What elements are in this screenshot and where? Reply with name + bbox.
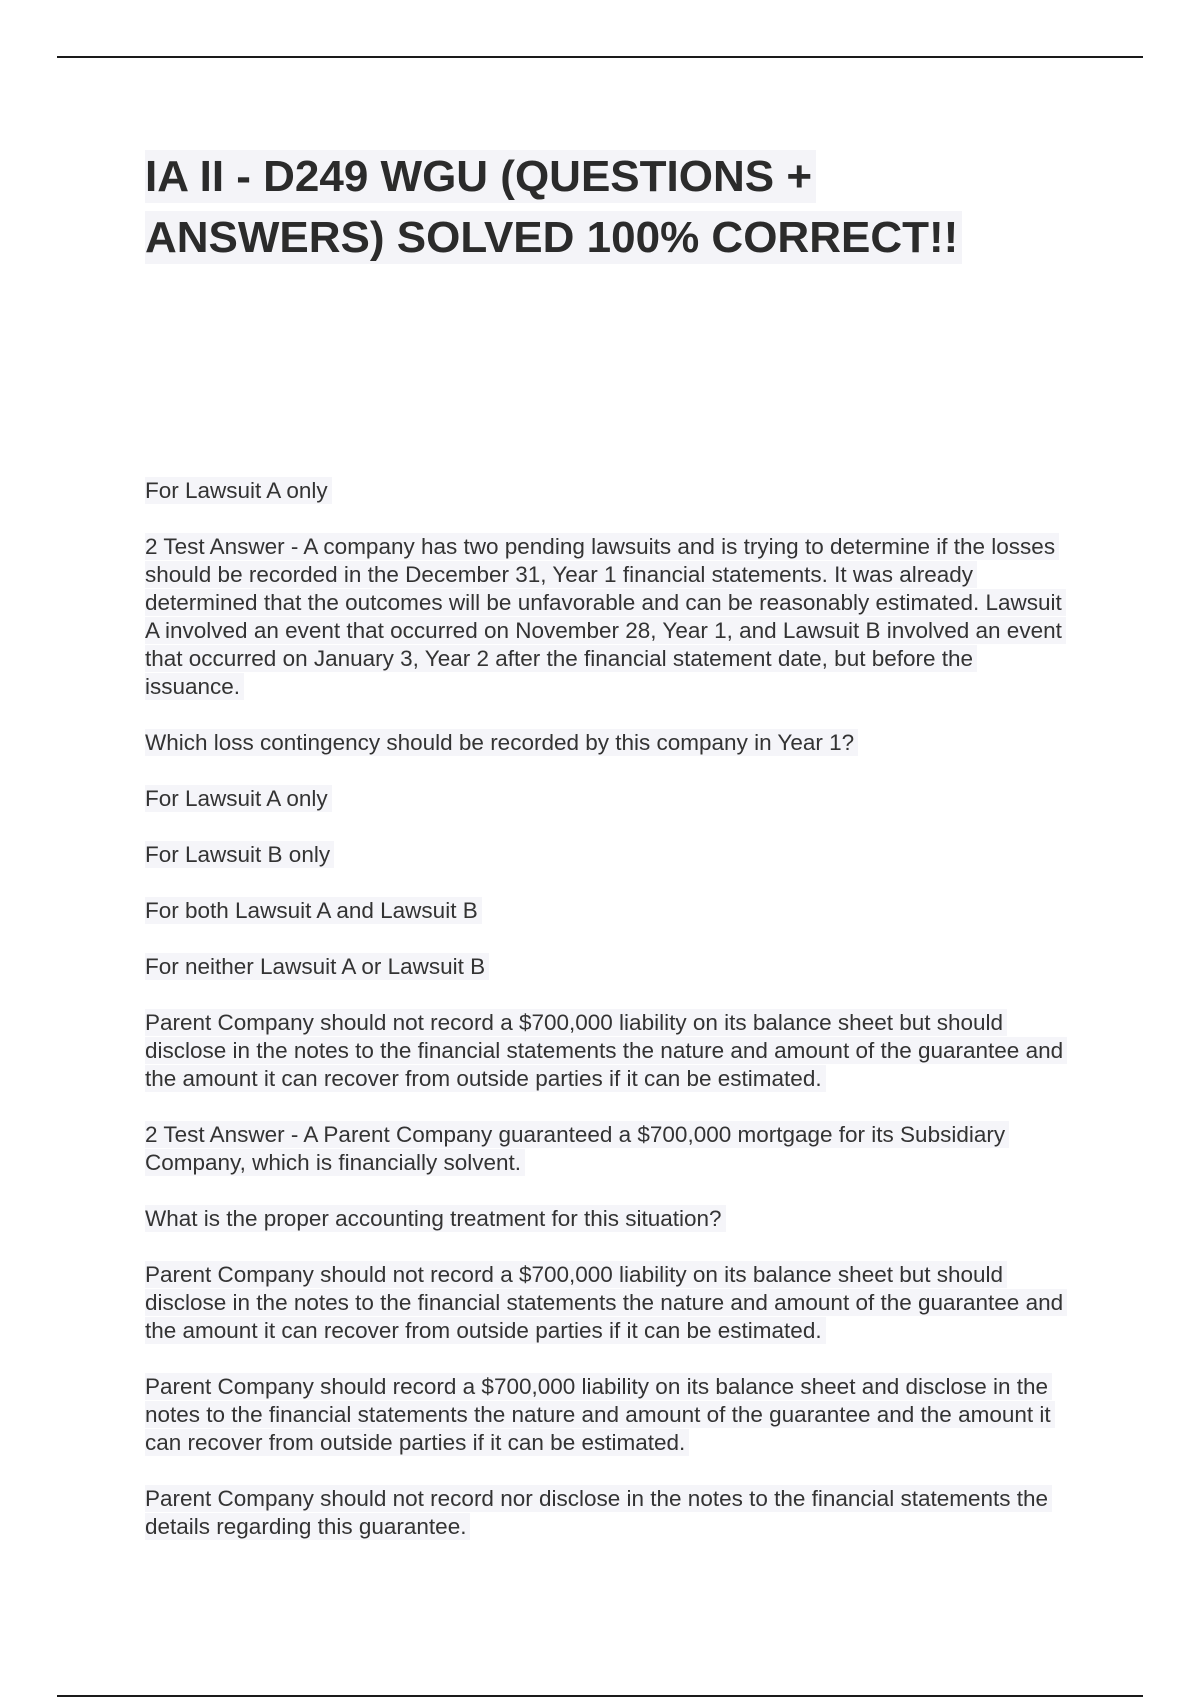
option-both-lawsuits: For both Lawsuit A and Lawsuit B [145, 897, 1065, 925]
option-lawsuit-a-only: For Lawsuit A only [145, 785, 1065, 813]
option-neither-record-nor-disclose: Parent Company should not record nor disclose in the notes to the financial statements the details regarding this guarantee. [145, 1485, 1065, 1541]
option-record-and-disclose: Parent Company should record a $700,000 liability on its balance sheet and disclose in the notes to the financial statements the nature and amount of the guarantee and the amount it can recover from outside parties if it can be estimated. [145, 1373, 1065, 1457]
option-lawsuit-b-only: For Lawsuit B only [145, 841, 1065, 869]
top-divider [57, 56, 1143, 58]
answer-lawsuit-a: For Lawsuit A only [145, 477, 1065, 505]
option-disclose-not-record: Parent Company should not record a $700,000 liability on its balance sheet but should disclose in the notes to the financial statements the nature and amount of the guarantee and the amount it can recover from outside parties if it can be estimated. [145, 1261, 1065, 1345]
document-title [145, 146, 1055, 268]
question-prompt-accounting-treatment: What is the proper accounting treatment for this situation? [145, 1205, 1065, 1233]
document-title-text: IA II - D249 WGU (QUESTIONS + ANSWERS) SOLVED 100% CORRECT!! [145, 150, 962, 264]
document-body [145, 477, 1065, 1569]
question-guarantee: 2 Test Answer - A Parent Company guaranteed a $700,000 mortgage for its Subsidiary Company, which is financially solvent. [145, 1121, 1065, 1177]
bottom-divider [57, 1695, 1143, 1697]
question-prompt-loss-contingency: Which loss contingency should be recorded by this company in Year 1? [145, 729, 1065, 757]
answer-guarantee: Parent Company should not record a $700,000 liability on its balance sheet but should disclose in the notes to the financial statements the nature and amount of the guarantee and the amount it can recover from outside parties if it can be estimated. [145, 1009, 1065, 1093]
option-neither-lawsuit: For neither Lawsuit A or Lawsuit B [145, 953, 1065, 981]
question-lawsuits: 2 Test Answer - A company has two pending lawsuits and is trying to determine if the losses should be recorded in the December 31, Year 1 financial statements. It was already determined that the outcomes will be unfavorable and can be reasonably estimated. Lawsuit A involved an event that occurred on November 28, Year 1, and Lawsuit B involved an event that occurred on January 3, Year 2 after the financial statement date, but before the issuance. [145, 533, 1065, 701]
